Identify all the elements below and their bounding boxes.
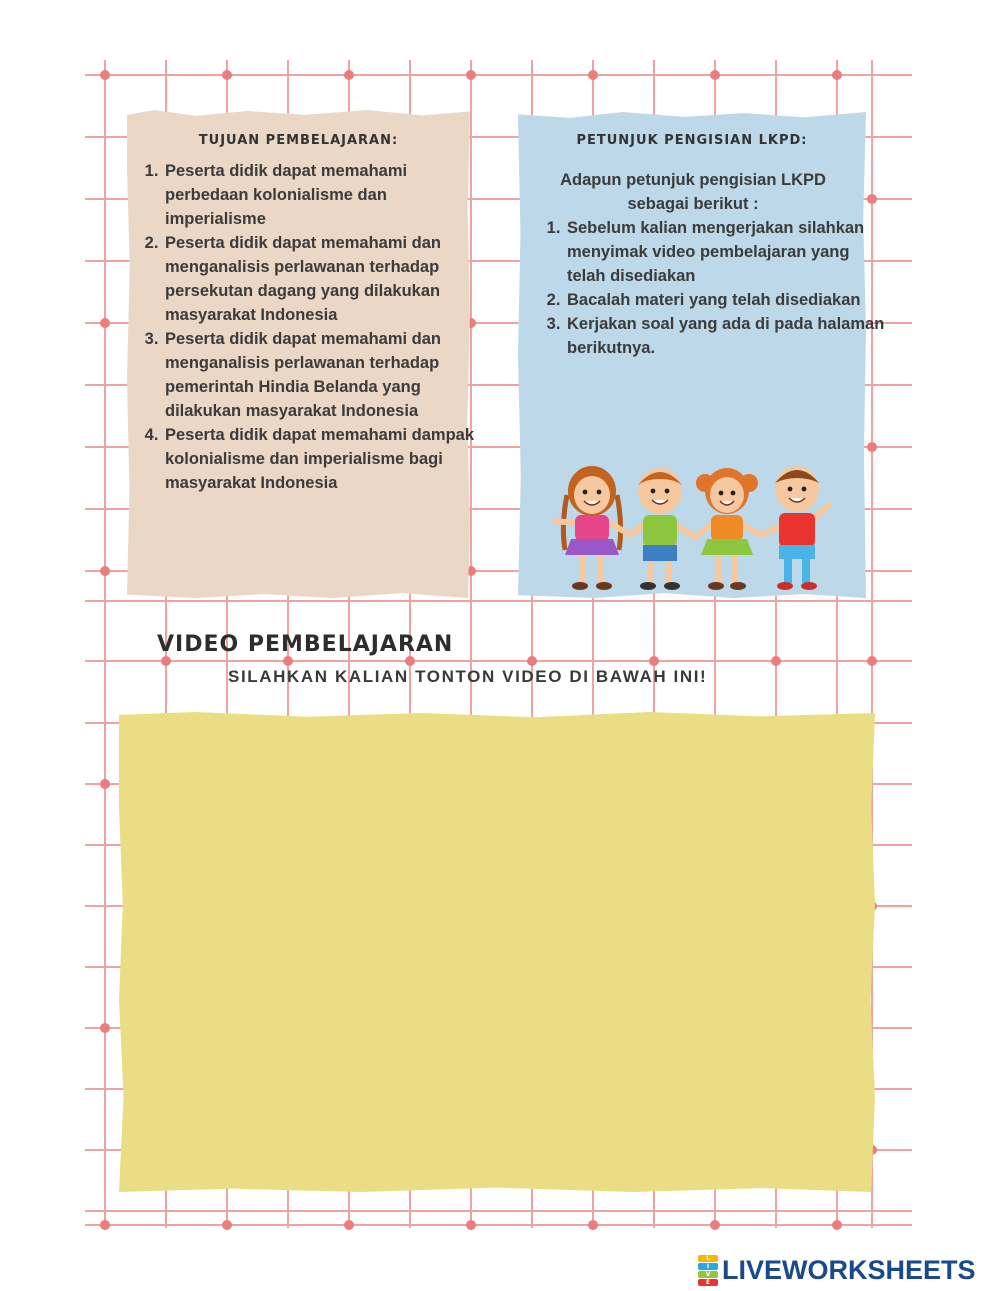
grid-dot bbox=[100, 779, 110, 789]
grid-dot bbox=[867, 442, 877, 452]
grid-dot bbox=[405, 656, 415, 666]
learning-goals-title: TUJUAN PEMBELAJARAN: bbox=[198, 133, 399, 148]
grid-dot bbox=[161, 656, 171, 666]
instructions-list bbox=[533, 216, 885, 360]
liveworksheets-brand bbox=[698, 1254, 976, 1286]
video-section-subtitle: SILAHKAN KALIAN TONTON VIDEO DI BAWAH INI! bbox=[228, 667, 708, 686]
kid-boy-green bbox=[631, 468, 695, 590]
learning-goal-item: 1. Peserta didik dapat memahami perbedaan kolonialisme dan imperialisme bbox=[163, 159, 483, 231]
grid-dot bbox=[771, 656, 781, 666]
grid-dot bbox=[867, 656, 877, 666]
grid-dot bbox=[344, 1220, 354, 1230]
grid-dot bbox=[100, 1220, 110, 1230]
instruction-item: 2. Bacalah materi yang telah disediakan bbox=[565, 288, 885, 312]
grid-dot bbox=[222, 1220, 232, 1230]
kid-girl-pink bbox=[555, 466, 631, 590]
grid-dot bbox=[100, 318, 110, 328]
grid-dot bbox=[100, 70, 110, 80]
grid-dot bbox=[832, 1220, 842, 1230]
grid-dot bbox=[100, 566, 110, 576]
grid-dot bbox=[344, 70, 354, 80]
instruction-item: 3. Kerjakan soal yang ada di pada halaman berikutnya. bbox=[565, 312, 885, 360]
grid-dot bbox=[588, 70, 598, 80]
grid-dot bbox=[283, 656, 293, 666]
grid-dot bbox=[527, 656, 537, 666]
brand-name: LIVEWORKSHEETS bbox=[722, 1254, 976, 1285]
instruction-item: 1. Sebelum kalian mengerjakan silahkan menyimak video pembelajaran yang telah disediakan bbox=[565, 216, 885, 288]
instructions-intro: Adapun petunjuk pengisian LKPD sebagai berikut : bbox=[560, 171, 826, 213]
grid-dot bbox=[466, 70, 476, 80]
kid-boy-red bbox=[761, 466, 829, 590]
instructions-title: PETUNJUK PENGISIAN LKPD: bbox=[576, 133, 808, 148]
grid-dot bbox=[222, 70, 232, 80]
grid-dot bbox=[710, 1220, 720, 1230]
grid-dot bbox=[710, 70, 720, 80]
video-section-title: VIDEO PEMBELAJARAN bbox=[157, 632, 454, 657]
grid-dot bbox=[832, 70, 842, 80]
children-holding-hands-illustration bbox=[545, 455, 845, 595]
grid-dot bbox=[867, 194, 877, 204]
learning-goals-list bbox=[131, 159, 483, 495]
learning-goal-item: 4. Peserta didik dapat memahami dampak kolonialisme dan imperialisme bagi masyarakat Indonesia bbox=[163, 423, 483, 495]
kid-girl-orange bbox=[695, 468, 761, 590]
learning-goal-item: 3. Peserta didik dapat memahami dan menganalisis perlawanan terhadap pemerintah Hindia Belanda yang dilakukan masyarakat Indonesia bbox=[163, 327, 483, 423]
grid-dot bbox=[588, 1220, 598, 1230]
video-embed-area[interactable] bbox=[119, 712, 875, 1192]
grid-dot bbox=[466, 1220, 476, 1230]
liveworksheets-logo-icon: L I V E bbox=[698, 1255, 718, 1286]
grid-dot bbox=[649, 656, 659, 666]
grid-dot bbox=[100, 1023, 110, 1033]
learning-goal-item: 2. Peserta didik dapat memahami dan menganalisis perlawanan terhadap persekutan dagang yang dilakukan masyarakat Indonesia bbox=[163, 231, 483, 327]
